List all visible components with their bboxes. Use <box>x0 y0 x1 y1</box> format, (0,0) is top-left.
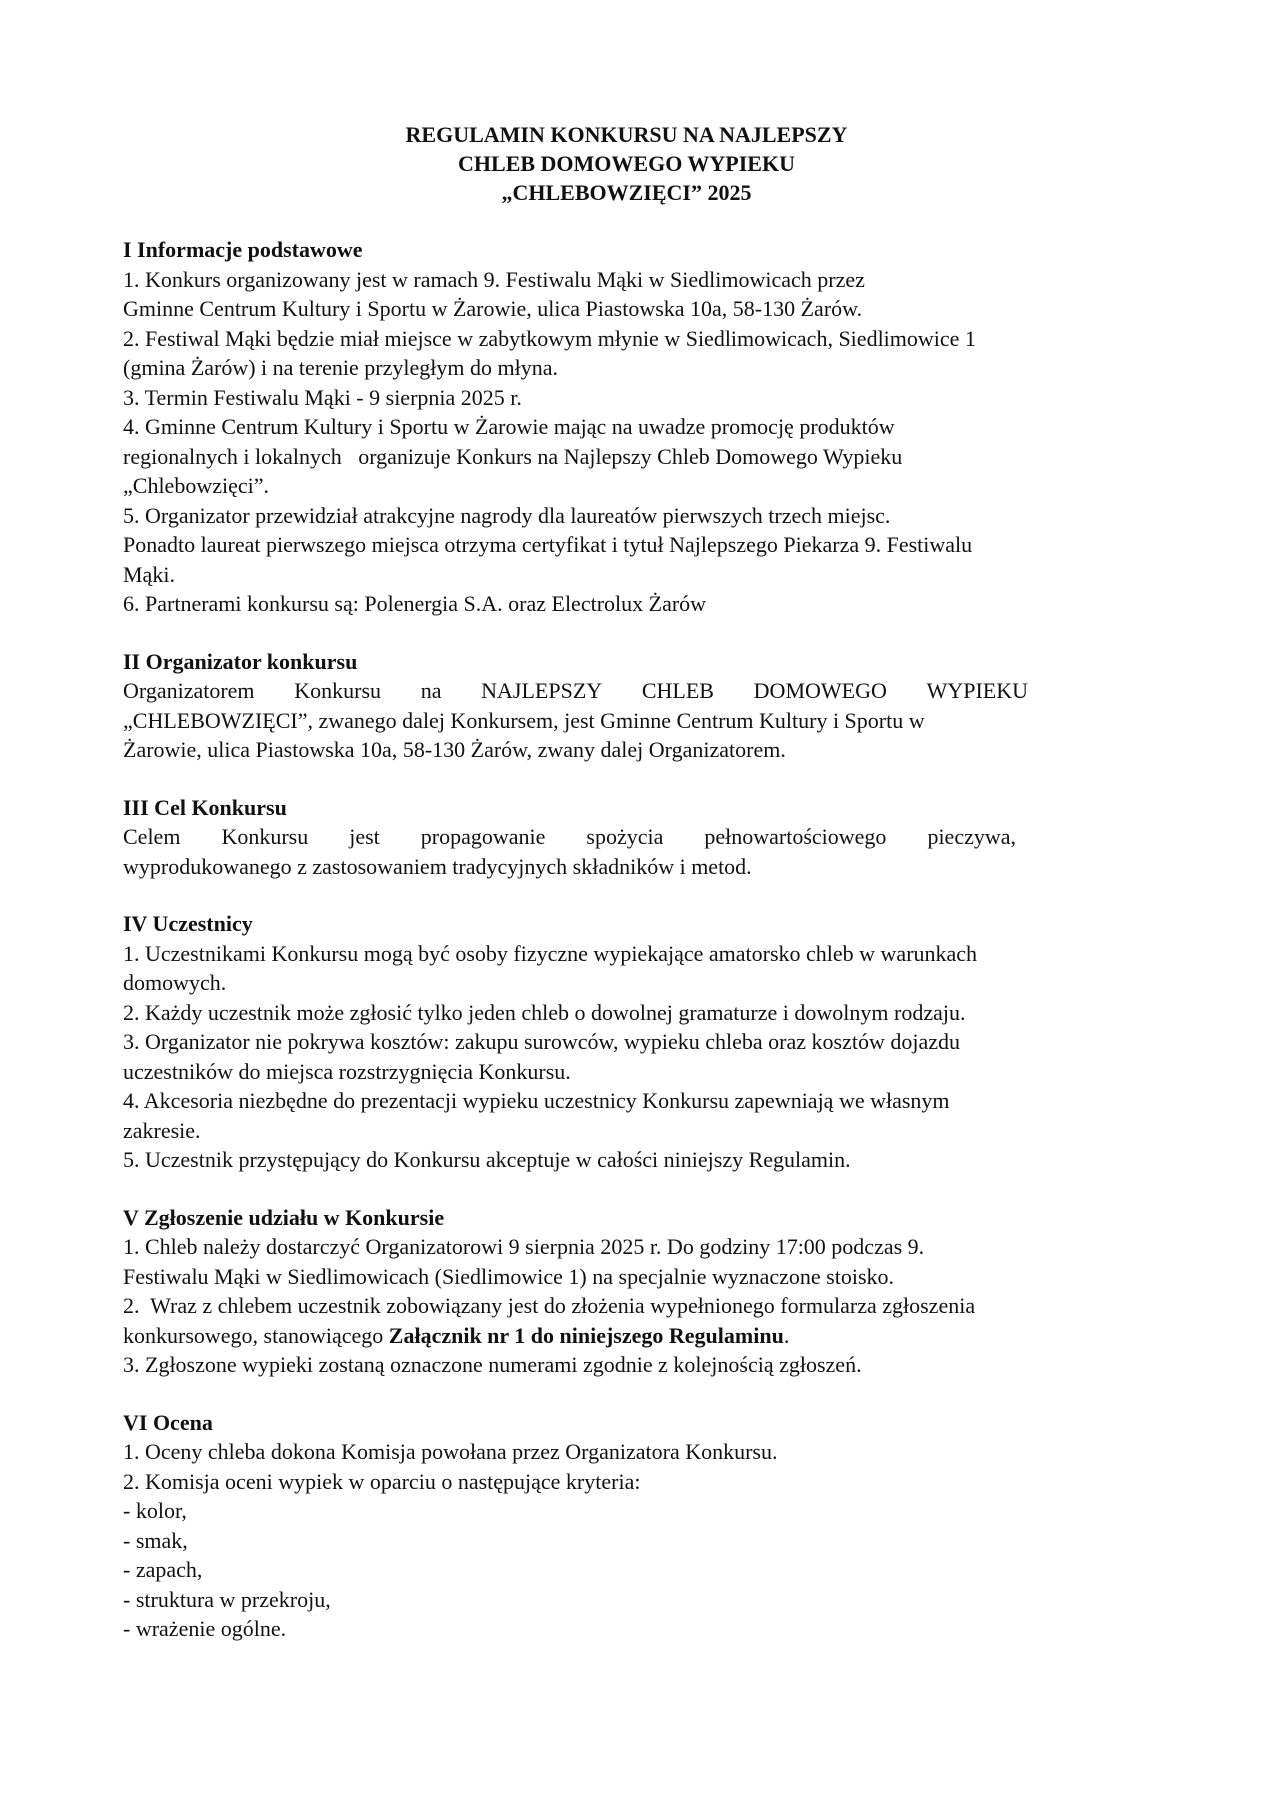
word: WYPIEKU <box>926 678 1028 703</box>
section-basic-info <box>123 235 1130 619</box>
section-heading: VI Ocena <box>123 1409 213 1435</box>
word: DOMOWEGO <box>753 678 887 703</box>
section-organizer <box>123 647 1130 765</box>
paragraph-line: Żarowie, ulica Piastowska 10a, 58-130 Żarów, zwany dalej Organizatorem. <box>123 737 786 762</box>
paragraph-line: regionalnych i lokalnych organizuje Konkurs na Najlepszy Chleb Domowego Wypieku <box>123 443 903 469</box>
paragraph-line: (gmina Żarów) i na terenie przyległym do młyna. <box>123 355 558 380</box>
title-line-3: „CHLEBOWZIĘCI” 2025 <box>501 180 752 205</box>
word: pełnowartościowego <box>704 824 887 849</box>
title-line-2: CHLEB DOMOWEGO WYPIEKU <box>458 151 795 176</box>
section-goal <box>123 793 1130 882</box>
criteria-item: - zapach, <box>123 1557 203 1582</box>
justified-line <box>123 676 1028 706</box>
word: jest <box>349 824 380 849</box>
paragraph-line: „Chlebowzięci”. <box>123 473 269 498</box>
word: na <box>420 678 442 703</box>
section-heading: V Zgłoszenie udziału w Konkursie <box>123 1204 445 1230</box>
paragraph-line: 3. Termin Festiwalu Mąki - 9 sierpnia 2025 r. <box>123 384 522 410</box>
paragraph-line: „CHLEBOWZIĘCI”, zwanego dalej Konkursem, jest Gminne Centrum Kultury i Sportu w <box>123 707 925 733</box>
paragraph-line: Mąki. <box>123 561 175 587</box>
word: CHLEB <box>641 678 714 703</box>
section-participants <box>123 909 1130 1175</box>
paragraph-line: Ponadto laureat pierwszego miejsca otrzyma certyfikat i tytuł Najlepszego Piekarza 9. Festiwalu <box>123 532 973 557</box>
word: propagowanie <box>420 824 546 849</box>
paragraph-line: 2. Każdy uczestnik może zgłosić tylko jeden chleb o dowolnej gramaturze i dowolnym rodzaju. <box>123 999 966 1025</box>
word: Organizatorem <box>123 678 255 703</box>
paragraph-line: 5. Uczestnik przystępujący do Konkursu akceptuje w całości niniejszy Regulamin. <box>123 1147 851 1172</box>
paragraph-line: 4. Akcesoria niezbędne do prezentacji wypieku uczestnicy Konkursu zapewniają we własnym <box>123 1088 950 1113</box>
paragraph-line: 1. Oceny chleba dokona Komisja powołana przez Organizatora Konkursu. <box>123 1439 778 1464</box>
word: Konkursu <box>294 678 382 703</box>
section-evaluation <box>123 1408 1130 1644</box>
paragraph-line: domowych. <box>123 970 227 995</box>
word: Konkursu <box>221 824 309 849</box>
paragraph-line: Gminne Centrum Kultury i Sportu w Żarowie, ulica Piastowska 10a, 58-130 Żarów. <box>123 296 863 321</box>
paragraph-line: 1. Konkurs organizowany jest w ramach 9. Festiwalu Mąki w Siedlimowicach przez <box>123 266 865 292</box>
document-title <box>123 120 1130 207</box>
paragraph-line: 5. Organizator przewidział atrakcyjne nagrody dla laureatów pierwszych trzech miejsc. <box>123 502 891 528</box>
criteria-item: - smak, <box>123 1527 188 1553</box>
paragraph-line: 4. Gminne Centrum Kultury i Sportu w Żarowie mając na uwadze promocję produktów <box>123 414 895 439</box>
section-heading: IV Uczestnicy <box>123 911 253 936</box>
paragraph-line: 3. Zgłoszone wypieki zostaną oznaczone numerami zgodnie z kolejnością zgłoszeń. <box>123 1352 862 1377</box>
paragraph-line: zakresie. <box>123 1117 201 1143</box>
paragraph-line: 6. Partnerami konkursu są: Polenergia S.A. oraz Electrolux Żarów <box>123 591 707 616</box>
section-heading: II Organizator konkursu <box>123 648 358 674</box>
paragraph-line <box>123 1321 1130 1351</box>
paragraph-line: 2. Komisja oceni wypiek w oparciu o następujące kryteria: <box>123 1468 641 1494</box>
justified-line <box>123 822 1016 852</box>
section-heading: I Informacje podstawowe <box>123 237 363 262</box>
word: Celem <box>123 824 181 849</box>
paragraph-line: 1. Uczestnikami Konkursu mogą być osoby fizyczne wypiekające amatorsko chleb w warunkach <box>123 940 978 966</box>
paragraph-line: 2. Festiwal Mąki będzie miał miejsce w zabytkowym młynie w Siedlimowicach, Siedlimowice 1 <box>123 325 976 351</box>
word: NAJLEPSZY <box>481 678 603 703</box>
section-registration <box>123 1203 1130 1380</box>
paragraph-line: 3. Organizator nie pokrywa kosztów: zakupu surowców, wypieku chleba oraz kosztów dojazdu <box>123 1029 960 1054</box>
attachment-reference: Załącznik nr 1 do niniejszego Regulaminu <box>388 1322 784 1348</box>
paragraph-line: Festiwalu Mąki w Siedlimowicach (Siedlimowice 1) na specjalnie wyznaczone stoisko. <box>123 1263 895 1289</box>
title-line-1: REGULAMIN KONKURSU NA NAJLEPSZY <box>405 122 848 147</box>
paragraph-line: wyprodukowanego z zastosowaniem tradycyjnych składników i metod. <box>123 853 752 879</box>
word: spożycia <box>586 824 664 849</box>
line-text: . <box>783 1322 790 1348</box>
criteria-item: - kolor, <box>123 1498 187 1523</box>
criteria-item: - wrażenie ogólne. <box>123 1616 287 1641</box>
line-text: konkursowego, stanowiącego <box>123 1322 389 1348</box>
word: pieczywa, <box>927 824 1016 849</box>
paragraph-line: 1. Chleb należy dostarczyć Organizatorowi 9 sierpnia 2025 r. Do godziny 17:00 podczas 9. <box>123 1234 925 1259</box>
paragraph-line: 2. Wraz z chlebem uczestnik zobowiązany jest do złożenia wypełnionego formularza zgłoszenia <box>123 1293 976 1318</box>
paragraph-line: uczestników do miejsca rozstrzygnięcia Konkursu. <box>123 1058 571 1084</box>
section-heading: III Cel Konkursu <box>123 794 287 820</box>
criteria-item: - struktura w przekroju, <box>123 1586 331 1612</box>
